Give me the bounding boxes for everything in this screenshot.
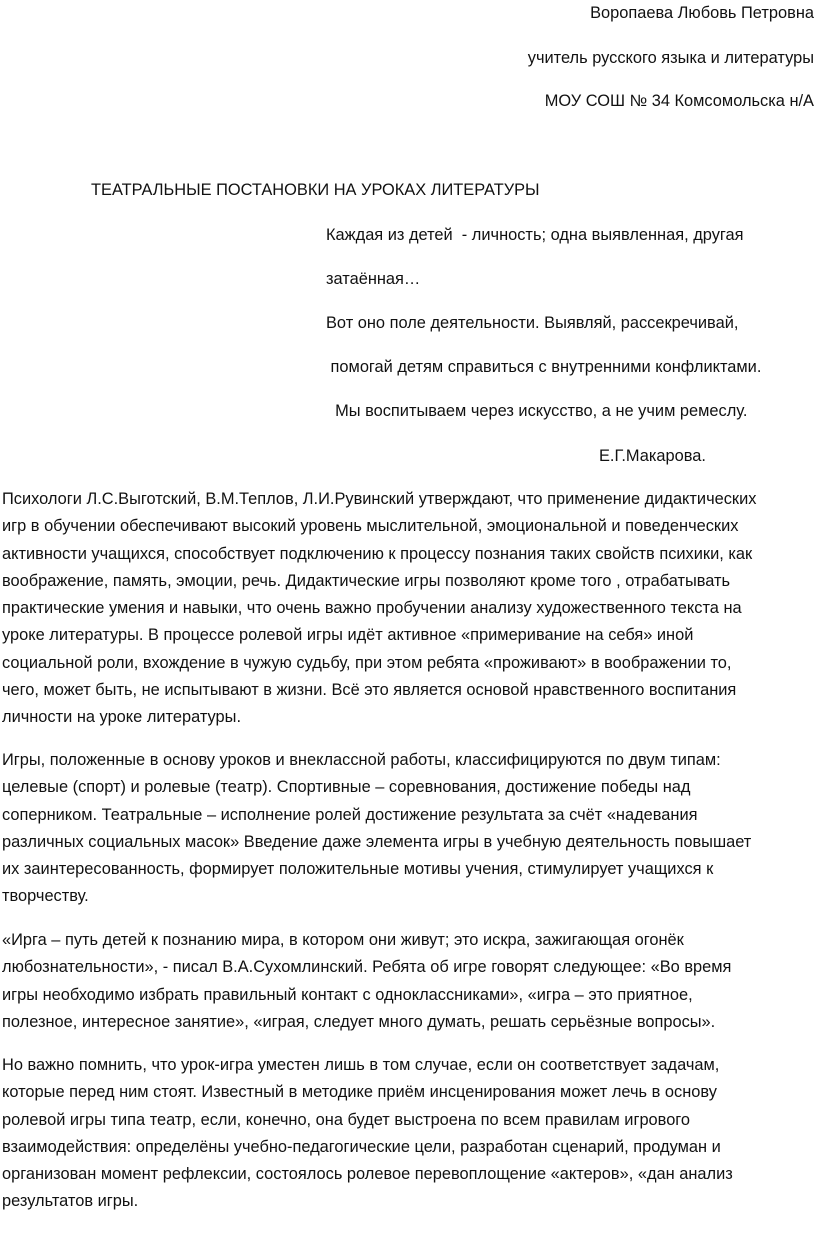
paragraph-line: творчеству. (2, 887, 89, 906)
paragraph-line: ролевой игры типа театр, если, конечно, она будет выстроена по всем правилам игрового (2, 1110, 691, 1129)
epigraph-line: Вот оно поле деятельности. Выявляй, рассекречивай, (326, 314, 739, 332)
paragraph-line: взаимодействия: определёны учебно-педагогические цели, разработан сценарий, продуман и (2, 1137, 721, 1156)
paragraph-line: «Ирга – путь детей к познанию мира, в котором они живут; это искра, зажигающая огонёк (2, 931, 684, 949)
paragraph-line: социальной роли, вхождение в чужую судьбу, при этом ребята «проживают» в воображении то, (2, 653, 732, 672)
paragraph-line: активности учащихся, способствует подключению к процессу познания таких свойств психики, как (2, 544, 753, 563)
epigraph-line: затаённая… (326, 270, 421, 288)
paragraph-line: целевые (спорт) и ролевые (театр). Спортивные – соревнования, достижение победы над (2, 778, 691, 797)
paragraph-line: которые перед ним стоят. Известный в методике приём инсценирования может лечь в основу (2, 1083, 717, 1102)
paragraph-line: Но важно помнить, что урок-игра уместен лишь в том случае, если он соответствует задачам, (2, 1056, 720, 1074)
paragraph-line: личности на уроке литературы. (2, 708, 242, 727)
paragraph-line: Игры, положенные в основу уроков и внеклассной работы, классифицируются по двум типам: (2, 751, 721, 769)
epigraph-author: Е.Г.Макарова. (599, 447, 706, 465)
paragraph-1 (2, 486, 814, 732)
author-position: учитель русского языка и литературы (527, 49, 814, 67)
paragraph-line: чего, может быть, не испытывают в жизни. Всё это является основой нравственного воспитания (2, 681, 737, 700)
paragraph-2 (2, 747, 814, 911)
document-title: ТЕАТРАЛЬНЫЕ ПОСТАНОВКИ НА УРОКАХ ЛИТЕРАТУРЫ (91, 181, 540, 199)
author-school: МОУ СОШ № 34 Комсомольска н/А (544, 92, 814, 110)
paragraph-line: их заинтересованность, формирует положительные мотивы учения, стимулирует учащихся к (2, 860, 714, 879)
paragraph-line: любознательности», - писал В.А.Сухомлинский. Ребята об игре говорят следующее: «Во время (2, 958, 732, 977)
paragraph-line: практические умения и навыки, что очень важно пробучении анализу художественного текста на (2, 599, 742, 618)
paragraph-line: результатов игры. (2, 1192, 139, 1211)
epigraph-line: помогай детям справиться с внутренними конфликтами. (326, 358, 762, 376)
paragraph-line: различных социальных масок» Введение даже элемента игры в учебную деятельность повышает (2, 832, 752, 851)
epigraph-line: Мы воспитываем через искусство, а не учим ремеслу. (326, 402, 748, 420)
paragraph-3 (2, 927, 814, 1036)
paragraph-line: игры необходимо избрать правильный контакт с одноклассниками», «игра – это приятное, (2, 985, 693, 1004)
paragraph-line: Психологи Л.С.Выготский, В.М.Теплов, Л.И.Рувинский утверждают, что применение дидактических (2, 490, 757, 508)
author-name: Воропаева Любовь Петровна (590, 4, 814, 22)
paragraph-line: полезное, интересное занятие», «играя, следует много думать, решать серьёзные вопросы». (2, 1012, 716, 1031)
paragraph-line: организован момент рефлексии, состоялось ролевое перевоплощение «актеров», «дан анализ (2, 1165, 733, 1184)
epigraph-line: Каждая из детей - личность; одна выявленная, другая (326, 226, 744, 244)
paragraph-line: уроке литературы. В процессе ролевой игры идёт активное «примеривание на себя» иной (2, 626, 694, 645)
paragraph-4 (2, 1052, 814, 1216)
paragraph-line: воображение, память, эмоции, речь. Дидактические игры позволяют кроме того , отрабатывать (2, 571, 731, 590)
paragraph-line: соперником. Театральные – исполнение ролей достижение результата за счёт «надевания (2, 805, 698, 824)
paragraph-line: игр в обучении обеспечивают высокий уровень мыслительной, эмоциональной и поведенческих (2, 517, 739, 536)
